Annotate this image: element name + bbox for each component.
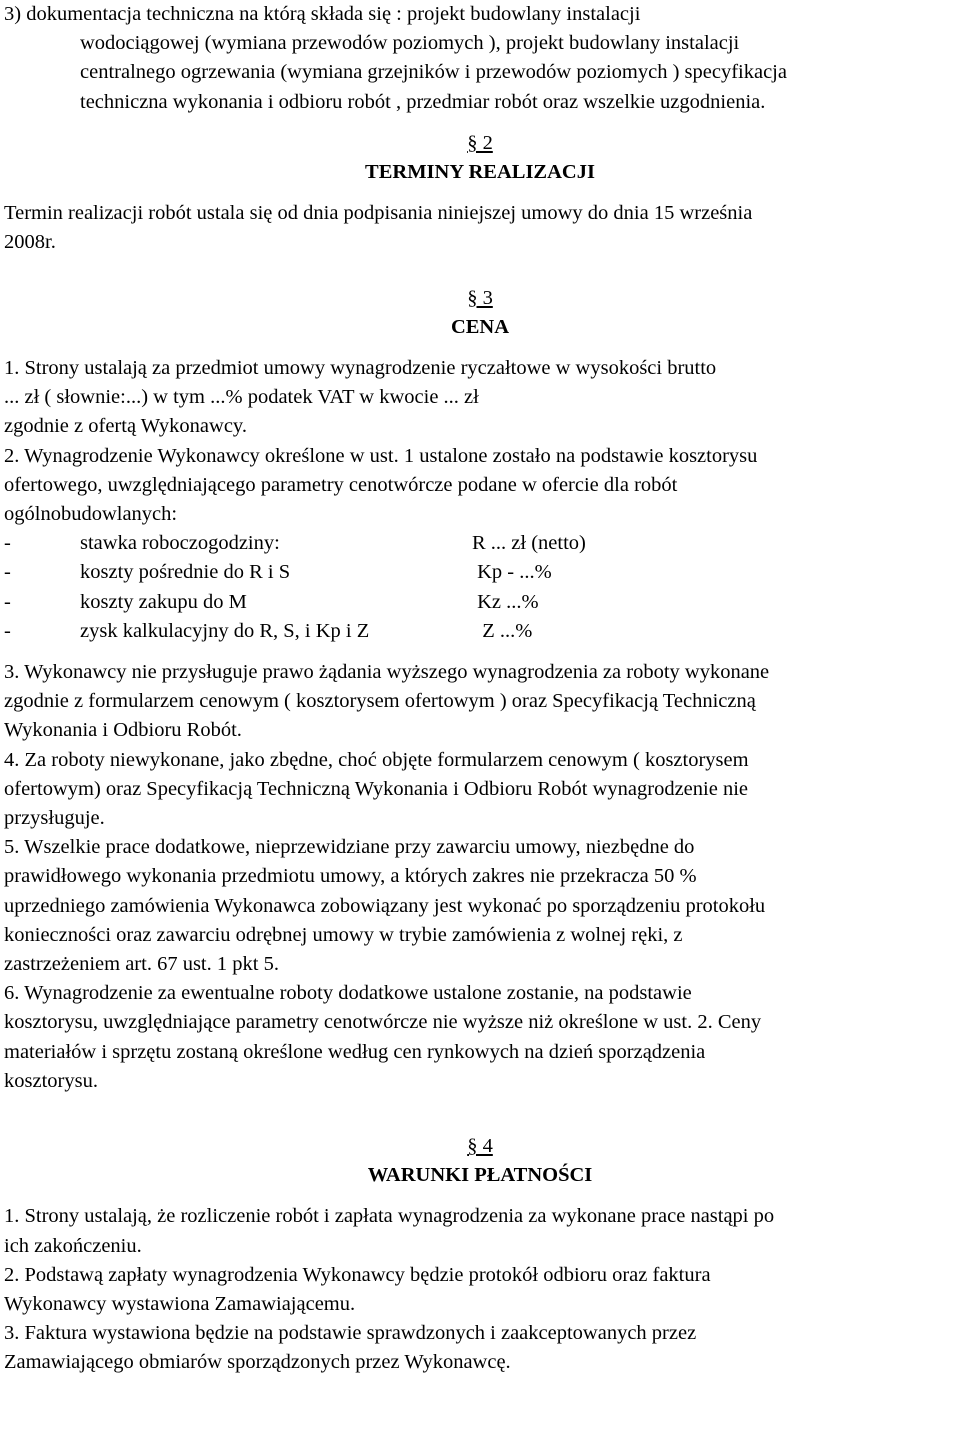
list-dash: - xyxy=(4,561,11,584)
price-clause-5-line-2: prawidłowego wykonania przedmiotu umowy, a których zakres nie przekracza 50 % xyxy=(4,865,697,888)
section-4-sign xyxy=(4,1132,956,1161)
price-clause-3-line-3: Wykonania i Odbioru Robót. xyxy=(4,719,242,742)
list-dash: - xyxy=(4,619,11,642)
price-clause-5-line-3: uprzedniego zamówienia Wykonawca zobowiązany jest wykonać po sporządzeniu protokołu xyxy=(4,894,766,917)
list-item xyxy=(4,588,956,617)
price-clause-3-line-2: zgodnie z formularzem cenowym ( kosztorysem ofertowym ) oraz Specyfikacją Techniczną xyxy=(4,690,756,713)
spacer xyxy=(4,1190,956,1202)
payment-clause-3-line-1: 3. Faktura wystawiona będzie na podstawie sprawdzonych i zaakceptowanych przez xyxy=(4,1322,697,1345)
payment-clause-2-line-2: Wykonawcy wystawiona Zamawiającemu. xyxy=(4,1293,356,1316)
spacer xyxy=(4,1096,956,1132)
section-4 xyxy=(4,1132,956,1378)
spacer xyxy=(4,342,956,354)
section-2-title: TERMINY REALIZACJI xyxy=(365,161,595,184)
section-sign: § 4 xyxy=(467,1135,493,1158)
payment-clause-2-line-1: 2. Podstawą zapłaty wynagrodzenia Wykonawcy będzie protokół odbioru oraz faktura xyxy=(4,1263,711,1286)
price-clause-5-line-5: zastrzeżeniem art. 67 ust. 1 pkt 5. xyxy=(4,953,279,976)
rate-label: stawka roboczogodziny: xyxy=(80,532,280,555)
price-clause-4-line-3: przysługuje. xyxy=(4,807,105,830)
price-clause-1-line-1: 1. Strony ustalają za przedmiot umowy wynagrodzenie ryczałtowe w wysokości brutto xyxy=(4,357,717,380)
section-2-line-2: 2008r. xyxy=(4,231,56,254)
payment-clause-1-line-1: 1. Strony ustalają, że rozliczenie robót i zapłata wynagrodzenia za wykonane prace nastąpi po xyxy=(4,1205,775,1228)
price-clause-1-line-3: zgodnie z ofertą Wykonawcy. xyxy=(4,415,247,438)
list-item xyxy=(4,529,956,558)
rate-value: R ... zł (netto) xyxy=(472,532,586,555)
payment-clause-3-line-2: Zamawiającego obmiarów sporządzonych przez Wykonawcę. xyxy=(4,1351,511,1374)
list-item xyxy=(4,617,956,646)
price-clause-5-line-1: 5. Wszelkie prace dodatkowe, nieprzewidziane przy zawarciu umowy, niezbędne do xyxy=(4,836,695,859)
item-3-line-2: wodociągowej (wymiana przewodów poziomych ), projekt budowlany instalacji xyxy=(80,32,740,55)
item-3-line-4: techniczna wykonania i odbioru robót , przedmiar robót oraz wszelkie uzgodnienia. xyxy=(80,90,766,113)
rate-label: zysk kalkulacyjny do R, S, i Kp i Z xyxy=(80,619,370,642)
price-clause-4-line-2: ofertowym) oraz Specyfikacją Techniczną Wykonania i Odbioru Robót wynagrodzenie nie xyxy=(4,777,748,800)
item-3-line-3: centralnego ogrzewania (wymiana grzejników i przewodów poziomych ) specyfikacja xyxy=(80,61,787,84)
price-clause-6-line-4: kosztorysu. xyxy=(4,1069,98,1092)
cost-parameters-list xyxy=(4,529,956,646)
price-clause-2-line-1: 2. Wynagrodzenie Wykonawcy określone w ust. 1 ustalone zostało na podstawie kosztorysu xyxy=(4,444,758,467)
section-2-line-1: Termin realizacji robót ustala się od dnia podpisania niniejszej umowy do dnia 15 września xyxy=(4,202,753,225)
spacer xyxy=(4,117,956,129)
price-clause-6-line-2: kosztorysu, uwzględniające parametry cenotwórcze nie wyższe niż określone w ust. 2. Ceny xyxy=(4,1011,762,1034)
section-3 xyxy=(4,284,956,1096)
item-3-line-1: 3) dokumentacja techniczna na którą składa się : projekt budowlany instalacji xyxy=(4,3,641,25)
price-clause-5-line-4: konieczności oraz zawarciu odrębnej umowy w trybie zamówienia z wolnej ręki, z xyxy=(4,923,683,946)
section-2 xyxy=(4,129,956,258)
section-sign: § 3 xyxy=(467,286,493,309)
price-clause-6-line-3: materiałów i sprzętu zostaną określone według cen rynkowych na dzień sporządzenia xyxy=(4,1040,706,1063)
spacer xyxy=(4,258,956,284)
list-dash: - xyxy=(4,532,11,555)
section-3-sign xyxy=(4,284,956,313)
price-clause-3-line-1: 3. Wykonawcy nie przysługuje prawo żądania wyższego wynagrodzenia za roboty wykonane xyxy=(4,661,770,683)
rate-label: koszty pośrednie do R i S xyxy=(80,561,291,584)
spacer xyxy=(4,187,956,199)
list-dash: - xyxy=(4,590,11,613)
rate-value: Kp - ...% xyxy=(472,561,552,584)
price-clause-2-line-2: ofertowego, uwzględniającego parametry cenotwórcze podane w ofercie dla robót xyxy=(4,473,678,496)
rate-value: Kz ...% xyxy=(472,590,539,613)
section-sign: § 2 xyxy=(467,131,493,154)
price-clause-4-line-1: 4. Za roboty niewykonane, jako zbędne, choć objęte formularzem cenowym ( kosztorysem xyxy=(4,748,749,771)
rate-label: koszty zakupu do M xyxy=(80,590,247,613)
section-2-sign xyxy=(4,129,956,158)
rate-value: Z ...% xyxy=(472,619,533,642)
list-item xyxy=(4,558,956,587)
price-clause-6-line-1: 6. Wynagrodzenie za ewentualne roboty dodatkowe ustalone zostanie, na podstawie xyxy=(4,982,692,1005)
section-3-title: CENA xyxy=(450,315,510,338)
price-clause-1-line-2: ... zł ( słownie:...) w tym ...% podatek VAT w kwocie ... zł xyxy=(4,386,479,409)
payment-clause-1-line-2: ich zakończeniu. xyxy=(4,1234,142,1257)
item-3-paragraph xyxy=(4,0,956,117)
section-4-title: WARUNKI PŁATNOŚCI xyxy=(367,1164,593,1187)
price-clause-2-line-3: ogólnobudowlanych: xyxy=(4,503,178,526)
spacer xyxy=(4,646,956,658)
